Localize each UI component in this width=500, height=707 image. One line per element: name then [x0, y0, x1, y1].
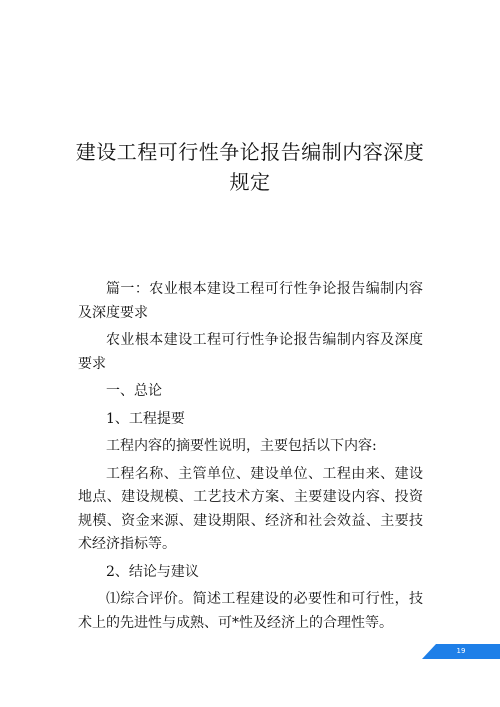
body-paragraph: 工程名称、主管单位、建设单位、工程由来、建设地点、建设规模、工艺技术方案、主要建设内容、投资规模、资金来源、建设期限、经济和社会效益、主要技术经济指标等。	[78, 465, 423, 552]
page-number: 19	[456, 647, 466, 655]
section-heading-part-one: 篇一：农业根本建设工程可行性争论报告编制内容及深度要求	[78, 281, 423, 321]
body-paragraph: 工程内容的摘要性说明，主要包括以下内容:	[106, 438, 377, 454]
document-body	[78, 278, 423, 639]
subsection-heading-conclusions: 2、结论与建议	[106, 563, 199, 580]
subtitle-paragraph: 农业根本建设工程可行性争论报告编制内容及深度要求	[78, 332, 423, 372]
section-heading-overview: 一、总论	[106, 383, 162, 399]
subsection-heading-project-summary: 1、工程提要	[106, 410, 185, 427]
document-title	[60, 137, 440, 197]
document-title-line-1: 建设工程可行性争论报告编制内容深度	[75, 140, 425, 165]
document-title-line-2: 规定	[229, 170, 271, 195]
body-paragraph: ⑴综合评价。简述工程建设的必要性和可行性，技术上的先进性与成熟、可*性及经济上的合理性等。	[78, 591, 423, 631]
